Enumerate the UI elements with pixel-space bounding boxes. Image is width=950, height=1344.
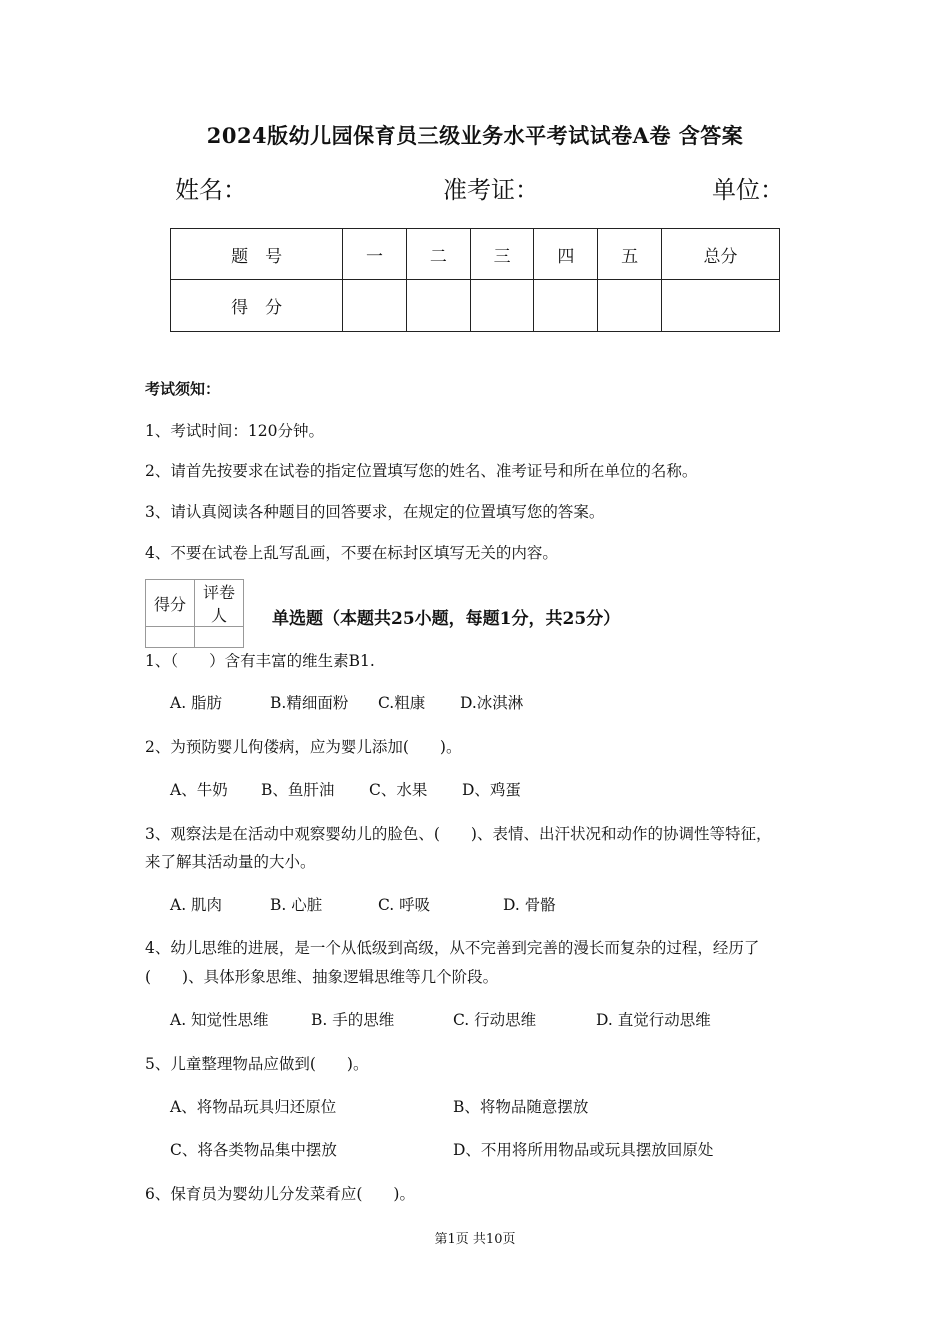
question-1-option-b: B.精细面粉 — [270, 694, 349, 712]
notice-heading: 考试须知： — [145, 380, 221, 398]
question-4-option-a: A. 知觉性思维 — [170, 1011, 269, 1029]
score-row-label: 得 分 — [171, 280, 343, 332]
score-cell-4[interactable] — [534, 280, 598, 332]
question-2-text: 2、为预防婴儿佝偻病，应为婴儿添加( )。 — [145, 738, 462, 756]
section-title: 单选题（本题共25小题，每题1分，共25分） — [272, 609, 621, 629]
grader-box — [145, 579, 244, 648]
name-field-label: 姓名： — [175, 176, 247, 204]
question-3-text-line1: 3、观察法是在活动中观察婴幼儿的脸色、( )、表情、出汗状况和动作的协调性等特征， — [145, 825, 772, 843]
question-1-option-d: D.冰淇淋 — [460, 694, 524, 712]
score-cell-5[interactable] — [598, 280, 662, 332]
grader-score-cell[interactable] — [146, 627, 195, 648]
question-5-text: 5、儿童整理物品应做到( )。 — [145, 1055, 369, 1073]
question-2-option-a: A、牛奶 — [170, 781, 228, 799]
score-header-4: 四 — [534, 229, 598, 280]
notice-item-4: 4、不要在试卷上乱写乱画，不要在标封区填写无关的内容。 — [145, 544, 558, 562]
page-title: 2024版幼儿园保育员三级业务水平考试试卷A卷 含答案 — [206, 123, 744, 148]
question-5-option-d: D、不用将所用物品或玩具摆放回原处 — [453, 1141, 714, 1159]
ticket-field-label: 准考证： — [443, 176, 539, 204]
score-table — [170, 228, 780, 332]
score-header-3: 三 — [470, 229, 534, 280]
score-header-2: 二 — [406, 229, 470, 280]
question-1-text: 1、（ ）含有丰富的维生素B1. — [145, 652, 375, 670]
score-header-1: 一 — [343, 229, 407, 280]
question-3-text-line2: 来了解其活动量的大小。 — [145, 853, 316, 871]
page-footer: 第1页 共10页 — [434, 1232, 516, 1247]
question-5-option-a: A、将物品玩具归还原位 — [170, 1098, 337, 1116]
score-table-score-row — [171, 280, 780, 332]
question-4-option-d: D. 直觉行动思维 — [596, 1011, 711, 1029]
score-cell-total[interactable] — [662, 280, 780, 332]
question-1-option-a: A. 脂肪 — [170, 694, 223, 712]
question-3-option-a: A. 肌肉 — [170, 896, 223, 914]
notice-item-3: 3、请认真阅读各种题目的回答要求，在规定的位置填写您的答案。 — [145, 503, 605, 521]
question-5-option-c: C、将各类物品集中摆放 — [170, 1141, 337, 1159]
score-cell-3[interactable] — [470, 280, 534, 332]
question-2-option-d: D、鸡蛋 — [462, 781, 521, 799]
question-3-option-d: D. 骨骼 — [503, 896, 556, 914]
score-header-total: 总分 — [662, 229, 780, 280]
question-3-option-c: C. 呼吸 — [378, 896, 431, 914]
unit-field-label: 单位： — [712, 176, 784, 204]
question-4-option-c: C. 行动思维 — [453, 1011, 537, 1029]
question-4-text-line1: 4、幼儿思维的进展，是一个从低级到高级，从不完善到完善的漫长而复杂的过程，经历了 — [145, 939, 760, 957]
score-table-header-row — [171, 229, 780, 280]
score-header-5: 五 — [598, 229, 662, 280]
score-header-label: 题 号 — [171, 229, 343, 280]
notice-item-1: 1、考试时间：120分钟。 — [145, 422, 324, 440]
grader-reviewer-cell[interactable] — [195, 627, 244, 648]
question-2-option-c: C、水果 — [369, 781, 428, 799]
question-3-option-b: B. 心脏 — [270, 896, 323, 914]
grader-reviewer-label: 评卷人 — [195, 580, 244, 627]
notice-item-2: 2、请首先按要求在试卷的指定位置填写您的姓名、准考证号和所在单位的名称。 — [145, 462, 698, 480]
question-4-option-b: B. 手的思维 — [311, 1011, 395, 1029]
question-2-option-b: B、鱼肝油 — [261, 781, 335, 799]
score-cell-2[interactable] — [406, 280, 470, 332]
score-cell-1[interactable] — [343, 280, 407, 332]
question-5-option-b: B、将物品随意摆放 — [453, 1098, 589, 1116]
grader-score-label: 得分 — [146, 580, 195, 627]
question-6-text: 6、保育员为婴幼儿分发菜肴应( )。 — [145, 1185, 415, 1203]
question-1-option-c: C.粗康 — [378, 694, 426, 712]
question-4-text-line2: ( )、具体形象思维、抽象逻辑思维等几个阶段。 — [145, 968, 499, 986]
